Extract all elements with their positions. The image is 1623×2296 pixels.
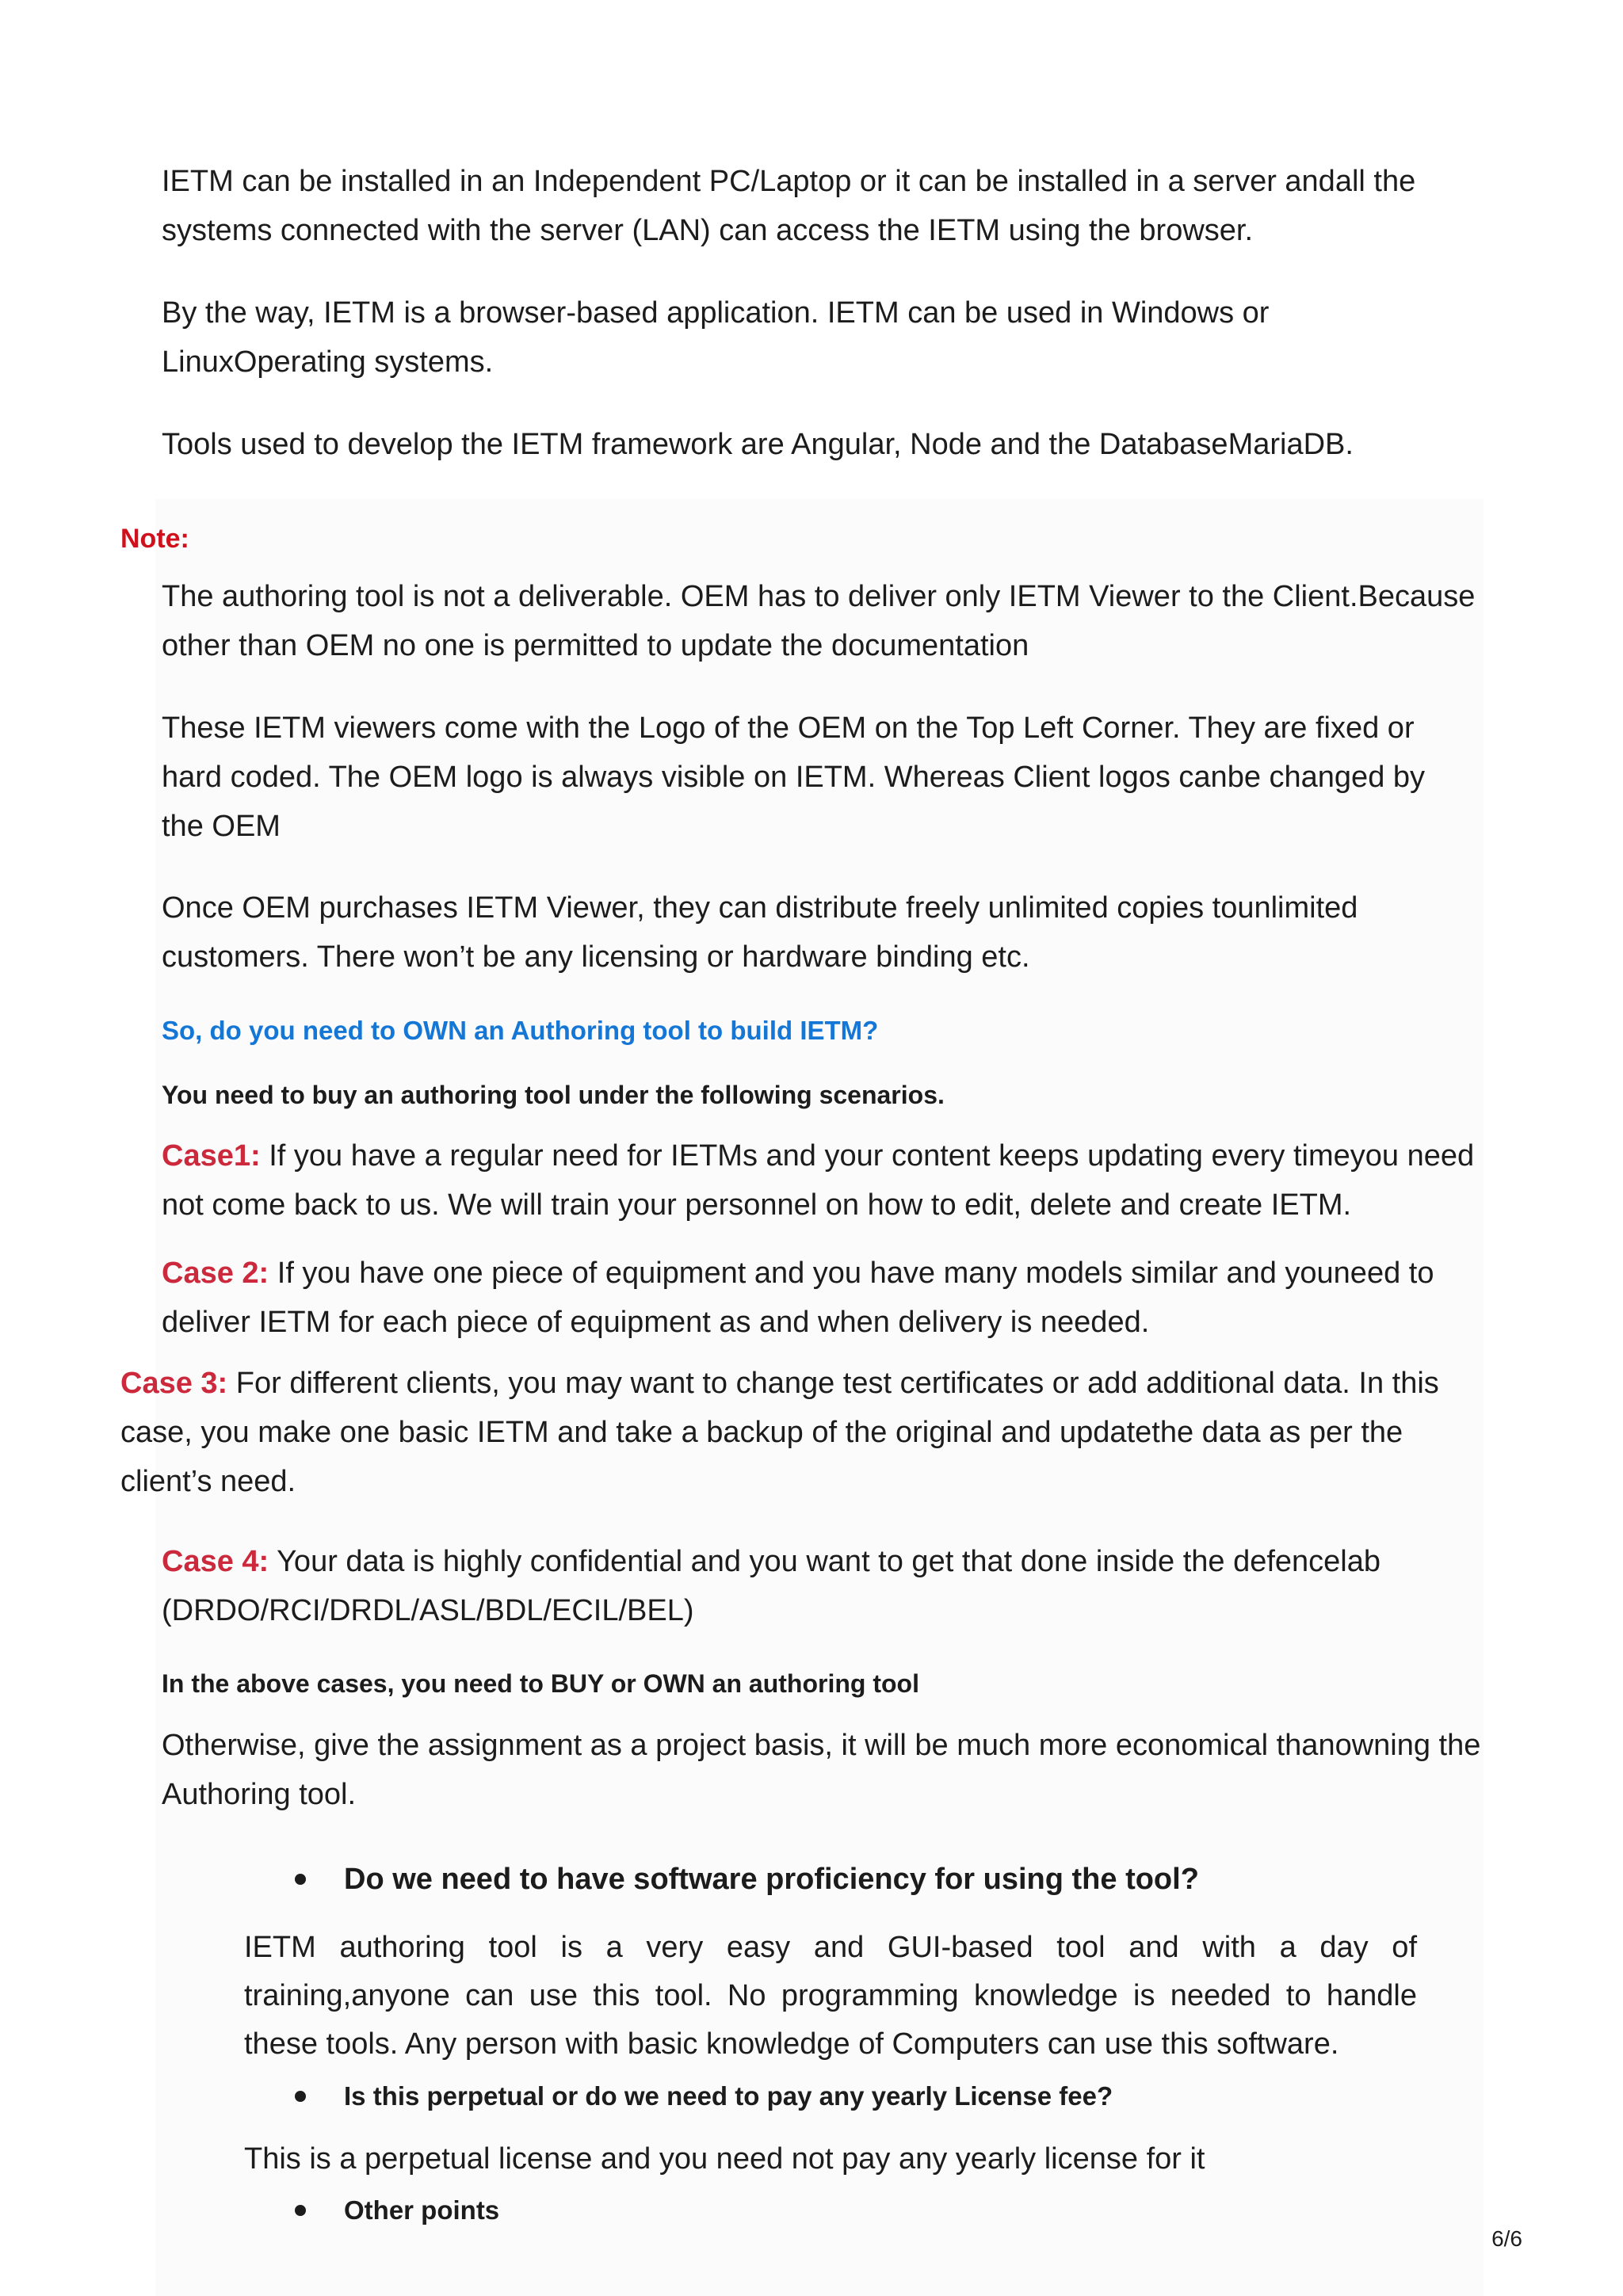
case-1: [162, 1131, 1477, 1230]
case-2-label: Case 2:: [162, 1257, 269, 1290]
case-4-label: Case 4:: [162, 1545, 269, 1578]
project-basis-paragraph: Otherwise, give the assignment as a project basis, it will be much more economical thanowning the Authoring tool.: [162, 1729, 1481, 1811]
case-2-text: If you have one piece of equipment and you have many models similar and youneed to deliver IETM for each piece of equipment as and when delivery is needed.: [162, 1257, 1434, 1339]
note-label: Note:: [120, 524, 189, 554]
faq-bullet-proficiency: [295, 1855, 1199, 1903]
faq-bullet-license: [295, 2077, 1113, 2116]
faq-question-license: Is this perpetual or do we need to pay any yearly License fee?: [344, 2081, 1113, 2111]
scenarios-subheading: You need to buy an authoring tool under the following scenarios.: [162, 1081, 945, 1109]
case-4: [162, 1537, 1430, 1635]
case-4-text: Your data is highly confidential and you want to get that done inside the defencelab (DRDO/RCI/DRDL/ASL/BDL/ECIL/BEL): [162, 1545, 1381, 1627]
case-3-label: Case 3:: [120, 1367, 228, 1400]
faq-question-proficiency: Do we need to have software proficiency for using the tool?: [344, 1863, 1199, 1896]
intro-paragraph-installation: IETM can be installed in an Independent PC/Laptop or it can be installed in a server andall the systems connected with the server (LAN) can access the IETM using the browser.: [162, 165, 1416, 247]
page-number: 6/6: [1491, 2226, 1522, 2251]
faq-answer-license: This is a perpetual license and you need not pay any yearly license for it: [244, 2142, 1205, 2176]
case-3: [120, 1359, 1477, 1506]
case-2: [162, 1249, 1477, 1347]
note-paragraph-deliverable: The authoring tool is not a deliverable. OEM has to deliver only IETM Viewer to the Client.Because other than OEM no one is permitted to update the documentation: [162, 580, 1476, 662]
bullet-icon: [295, 2091, 306, 2102]
faq-bullet-other: [295, 2191, 499, 2230]
faq-question-other: Other points: [344, 2195, 500, 2225]
case-3-text: For different clients, you may want to change test certificates or add additional data. In this case, you make one basic IETM and take a backup of the original and updatethe data as per the client’s need.: [120, 1367, 1439, 1498]
bullet-icon: [295, 1874, 306, 1885]
note-paragraph-logo: These IETM viewers come with the Logo of the OEM on the Top Left Corner. They are fixed or hard coded. The OEM logo is always visible on IETM. Whereas Client logos canbe changed by the OEM: [162, 711, 1426, 843]
case-1-text: If you have a regular need for IETMs and your content keeps updating every timeyou need not come back to us. We will train your personnel on how to edit, delete and create IETM.: [162, 1139, 1475, 1222]
buy-or-own-conclusion: In the above cases, you need to BUY or OWN an authoring tool: [162, 1669, 919, 1698]
intro-paragraph-tools: Tools used to develop the IETM framework are Angular, Node and the DatabaseMariaDB.: [162, 428, 1354, 461]
case-1-label: Case1:: [162, 1139, 261, 1173]
faq-answer-proficiency: IETM authoring tool is a very easy and GUI-based tool and with a day of training,anyone can use this tool. No programming knowledge is needed to handle these tools. Any person with basic knowledge of Computers can use this software.: [244, 1931, 1417, 2061]
bullet-icon: [295, 2205, 306, 2216]
note-paragraph-distribution: Once OEM purchases IETM Viewer, they can distribute freely unlimited copies tounlimited customers. There won’t be any licensing or hardware binding etc.: [162, 891, 1358, 974]
own-tool-heading: So, do you need to OWN an Authoring tool to build IETM?: [162, 1016, 879, 1045]
intro-paragraph-browser: By the way, IETM is a browser-based application. IETM can be used in Windows or LinuxOperating systems.: [162, 296, 1270, 379]
